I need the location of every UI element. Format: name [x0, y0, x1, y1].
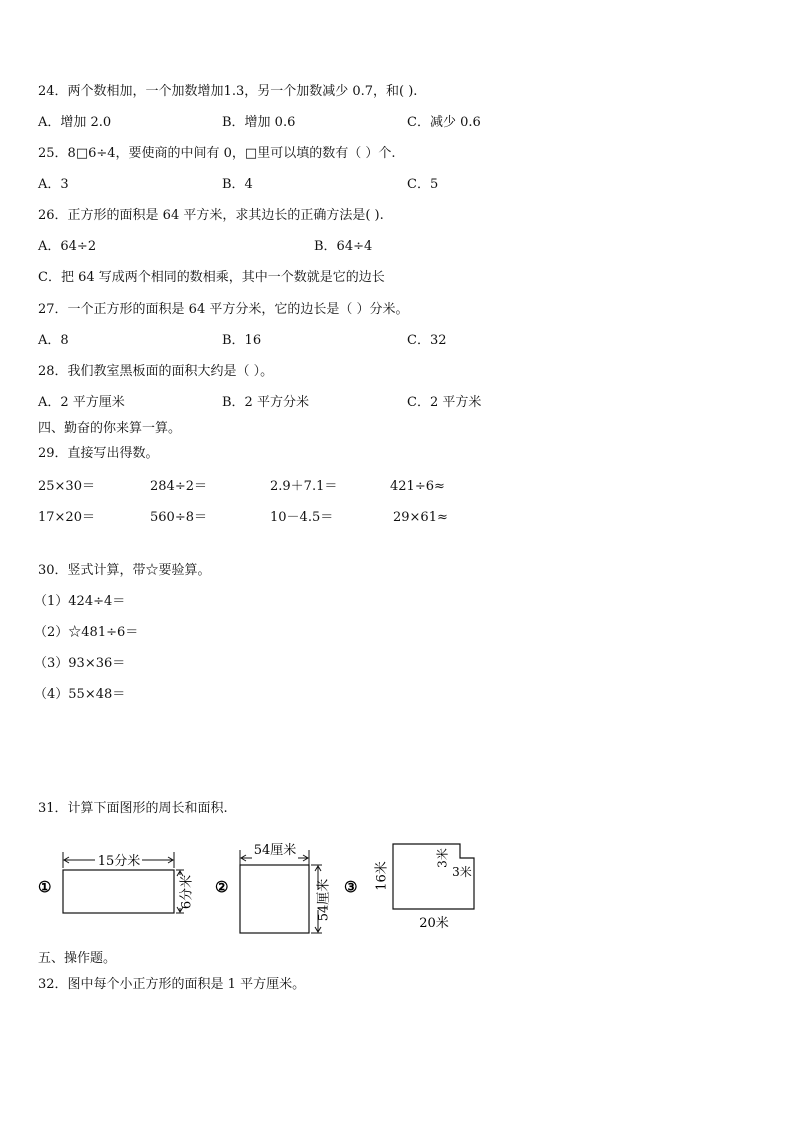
q24-option-a: A．增加 2.0: [38, 115, 112, 130]
q25-option-c: C．5: [407, 177, 439, 192]
q27-option-a: A．8: [38, 333, 69, 348]
q27-stem: 27．一个正方形的面积是 64 平方分米，它的边长是（ ）分米。: [38, 302, 409, 317]
q29-row2-item3: 10－4.5＝: [270, 510, 334, 525]
q29-row2-item1: 17×20＝: [38, 510, 95, 525]
q27-option-c: C．32: [407, 333, 447, 348]
q28-option-c: C．2 平方米: [407, 395, 482, 410]
q26-option-a: A．64÷2: [38, 239, 97, 254]
fig3-width-label: 20米: [419, 916, 449, 931]
fig3-notch-height-label: 3米: [435, 848, 450, 868]
q24-stem: 24．两个数相加，一个加数增加1.3，另一个加数减少 0.7，和( ).: [38, 84, 418, 99]
fig2-square: [240, 865, 309, 933]
fig3-number: ③: [344, 878, 358, 896]
fig2-width-label: 54厘米: [253, 843, 297, 858]
q30-item-2: （2）☆481÷6＝: [34, 625, 139, 640]
q26-stem: 26．正方形的面积是 64 平方米，求其边长的正确方法是( ).: [38, 208, 384, 223]
section-four-heading: 四、勤奋的你来算一算。: [38, 421, 182, 436]
q29-row1-item4: 421÷6≈: [390, 479, 445, 494]
q25-option-b: B．4: [222, 177, 253, 192]
q32-stem: 32．图中每个小正方形的面积是 1 平方厘米。: [38, 977, 306, 992]
q30-item-1: （1）424÷4＝: [34, 594, 126, 609]
q29-row1-item1: 25×30＝: [38, 479, 95, 494]
fig1-number: ①: [38, 878, 52, 896]
q26-option-b: B．64÷4: [314, 239, 373, 254]
q31-figures: [0, 830, 794, 940]
q30-stem: 30．竖式计算，带☆要验算。: [38, 563, 211, 578]
q29-row1-item3: 2.9＋7.1＝: [270, 479, 338, 494]
q29-row2-item2: 560÷8＝: [150, 510, 207, 525]
fig1-rectangle: [63, 870, 174, 913]
q24-option-b: B．增加 0.6: [222, 115, 296, 130]
q28-option-b: B．2 平方分米: [222, 395, 309, 410]
q24-option-c: C．减少 0.6: [407, 115, 481, 130]
fig3-notch-width-label: 3米: [452, 865, 472, 879]
fig2-height-label: 54厘米: [316, 878, 332, 922]
q30-item-4: （4）55×48＝: [34, 687, 126, 702]
fig3-height-label: 16米: [374, 861, 390, 891]
fig1-width-label: 15分米: [97, 854, 141, 869]
q27-option-b: B．16: [222, 333, 262, 348]
q31-stem: 31．计算下面图形的周长和面积.: [38, 801, 228, 816]
q30-item-3: （3）93×36＝: [34, 656, 126, 671]
fig1-height-label: 6分米: [179, 874, 195, 910]
q29-stem: 29．直接写出得数。: [38, 446, 159, 461]
section-five-heading: 五、操作题。: [38, 951, 117, 966]
fig2-number: ②: [215, 878, 229, 896]
q26-option-c: C．把 64 写成两个相同的数相乘，其中一个数就是它的边长: [38, 270, 385, 285]
q28-option-a: A．2 平方厘米: [38, 395, 125, 410]
q29-row2-item4: 29×61≈: [393, 510, 448, 525]
q25-stem: 25．8□6÷4，要使商的中间有 0，□里可以填的数有（ ）个.: [38, 146, 396, 161]
q25-option-a: A．3: [38, 177, 69, 192]
q28-stem: 28．我们教室黑板面的面积大约是（ ）。: [38, 364, 274, 379]
q29-row1-item2: 284÷2＝: [150, 479, 207, 494]
